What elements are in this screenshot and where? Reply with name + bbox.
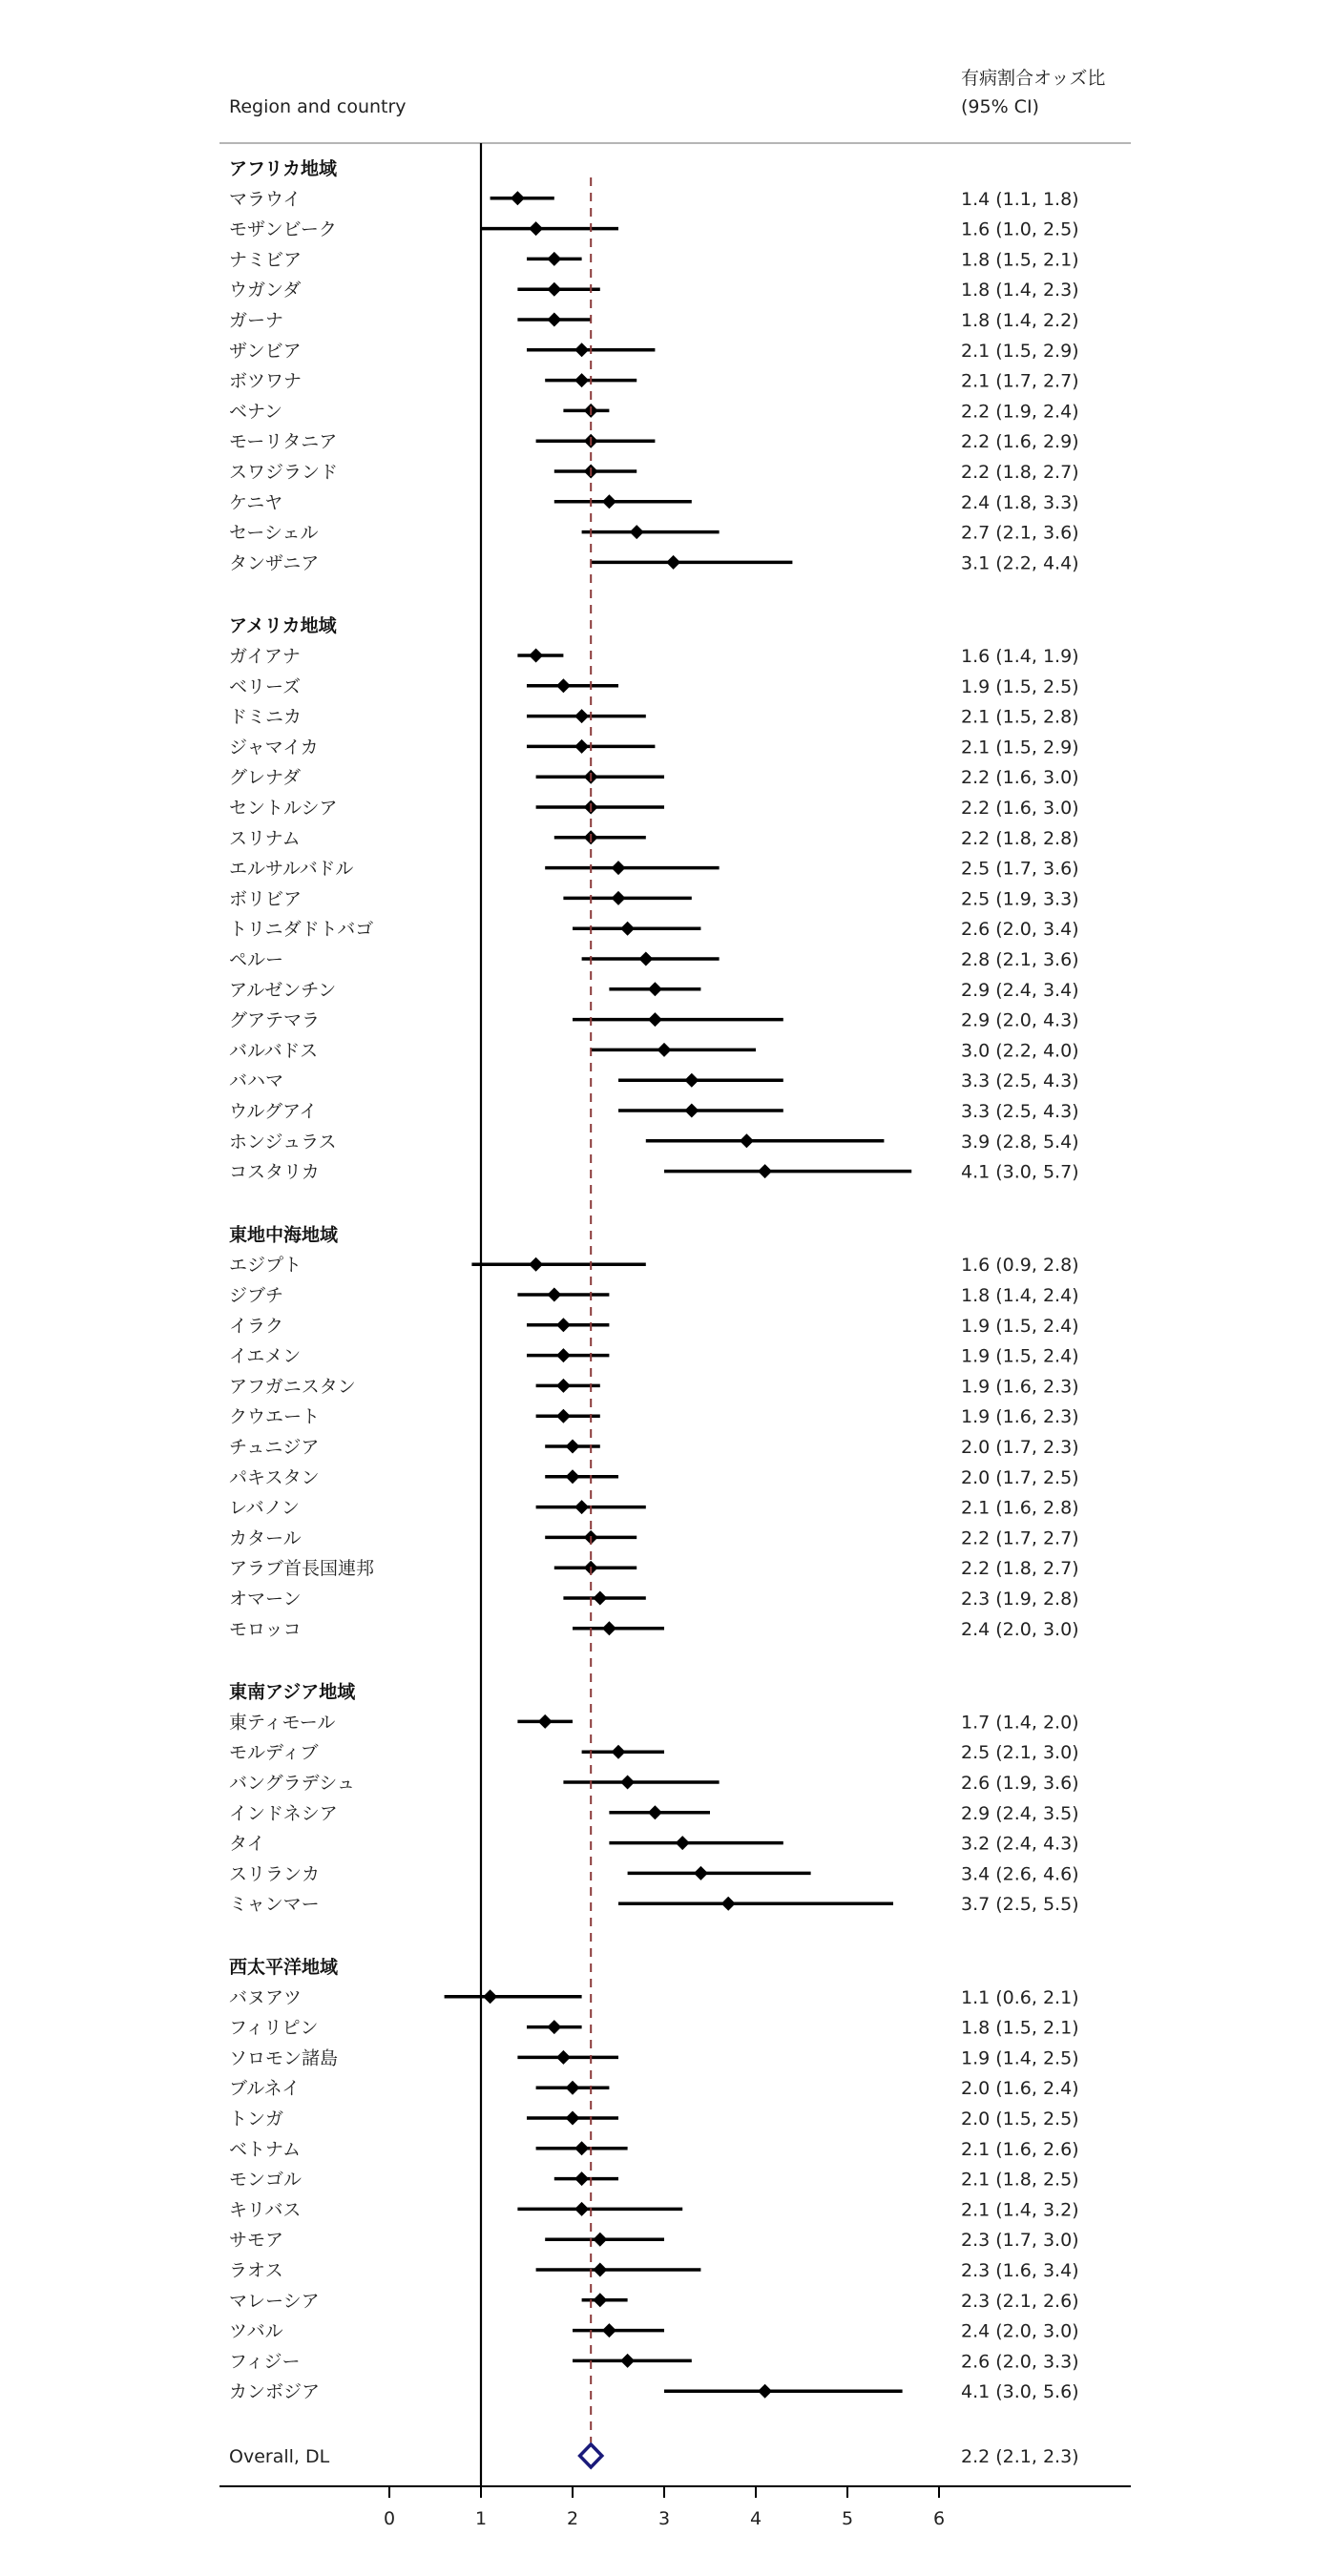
point-estimate-marker — [593, 2233, 607, 2247]
country-label: タイ — [229, 1833, 265, 1855]
country-label: ナミビア — [229, 249, 303, 271]
point-estimate-marker — [574, 373, 589, 387]
estimate-label: 2.2 (1.6, 3.0) — [961, 798, 1079, 819]
country-label: ホンジュラス — [229, 1131, 337, 1153]
point-estimate-marker — [556, 1409, 571, 1423]
estimate-label: 1.9 (1.5, 2.4) — [961, 1315, 1079, 1337]
estimate-label: 2.3 (2.1, 2.6) — [961, 2290, 1079, 2312]
country-label: スリナム — [229, 827, 301, 849]
country-label: ガイアナ — [229, 646, 301, 667]
point-estimate-marker — [593, 2293, 607, 2307]
estimate-label: 4.1 (3.0, 5.6) — [961, 2381, 1079, 2403]
estimate-label: 3.3 (2.5, 4.3) — [961, 1101, 1079, 1122]
estimate-label: 1.1 (0.6, 2.1) — [961, 1986, 1079, 2008]
estimate-label: 2.2 (1.7, 2.7) — [961, 1527, 1079, 1549]
x-tick-label: 3 — [658, 2508, 671, 2529]
country-label: モンゴル — [229, 2169, 303, 2191]
estimate-label: 2.4 (2.0, 3.0) — [961, 2320, 1079, 2342]
point-estimate-marker — [612, 861, 626, 875]
country-label: スワジランド — [229, 462, 339, 483]
estimate-label: 1.9 (1.4, 2.5) — [961, 2047, 1079, 2069]
estimate-label: 1.9 (1.6, 2.3) — [961, 1376, 1079, 1398]
country-label: ベトナム — [229, 2138, 302, 2160]
country-label: キリバス — [229, 2199, 302, 2221]
estimate-label: 2.3 (1.9, 2.8) — [961, 1589, 1079, 1610]
estimate-label: 2.1 (1.7, 2.7) — [961, 370, 1079, 392]
point-estimate-marker — [574, 2171, 589, 2186]
point-estimate-marker — [547, 282, 561, 297]
estimate-label: 2.0 (1.5, 2.5) — [961, 2109, 1079, 2129]
estimate-label: 2.4 (1.8, 3.3) — [961, 491, 1079, 513]
region-heading: 西太平洋地域 — [229, 1957, 339, 1978]
country-label: ボリビア — [229, 888, 303, 910]
estimate-label: 2.2 (1.6, 3.0) — [961, 767, 1079, 789]
point-estimate-marker — [574, 1500, 589, 1514]
country-label: スリランカ — [229, 1863, 321, 1885]
point-estimate-marker — [666, 555, 680, 570]
point-estimate-marker — [593, 1591, 607, 1606]
country-label: ブルネイ — [229, 2078, 301, 2100]
country-label: イラク — [229, 1315, 284, 1337]
point-estimate-marker — [740, 1133, 754, 1148]
estimate-label: 2.5 (1.9, 3.3) — [961, 888, 1079, 910]
estimate-label: 2.1 (1.5, 2.9) — [961, 737, 1079, 758]
overall-label: Overall, DL — [229, 2446, 330, 2467]
country-label: フィリピン — [229, 2017, 319, 2039]
estimate-label: 1.8 (1.4, 2.2) — [961, 310, 1079, 331]
country-label: モーリタニア — [229, 431, 338, 453]
estimate-label: 2.0 (1.7, 2.5) — [961, 1466, 1079, 1488]
x-tick-label: 2 — [566, 2508, 579, 2529]
header-right-line1: 有病割合オッズ比 — [961, 68, 1106, 89]
country-label: レバノン — [229, 1497, 300, 1519]
estimate-label: 2.6 (2.0, 3.4) — [961, 919, 1079, 941]
point-estimate-marker — [529, 649, 543, 663]
x-tick-label: 5 — [841, 2508, 854, 2529]
country-label: クウエート — [229, 1406, 321, 1428]
country-label: 東ティモール — [229, 1712, 336, 1734]
point-estimate-marker — [574, 343, 589, 357]
estimate-label: 2.0 (1.6, 2.4) — [961, 2078, 1079, 2100]
country-label: ウルグアイ — [229, 1101, 318, 1122]
country-label: マレーシア — [229, 2290, 320, 2312]
point-estimate-marker — [676, 1836, 690, 1850]
point-estimate-marker — [602, 1621, 616, 1635]
estimate-label: 1.6 (1.0, 2.5) — [961, 218, 1079, 240]
country-label: オマーン — [229, 1589, 302, 1610]
point-estimate-marker — [658, 1043, 672, 1057]
estimate-label: 2.5 (2.1, 3.0) — [961, 1742, 1079, 1764]
point-estimate-marker — [612, 1745, 626, 1759]
estimate-label: 1.9 (1.5, 2.4) — [961, 1345, 1079, 1367]
point-estimate-marker — [620, 922, 635, 936]
point-estimate-marker — [547, 252, 561, 266]
estimate-label: 2.1 (1.6, 2.6) — [961, 2138, 1079, 2160]
estimate-label: 1.8 (1.5, 2.1) — [961, 249, 1079, 271]
estimate-label: 1.4 (1.1, 1.8) — [961, 188, 1079, 210]
country-label: チュニジア — [229, 1437, 320, 1458]
region-heading: 東南アジア地域 — [229, 1681, 356, 1703]
country-label: グアテマラ — [229, 1009, 321, 1031]
estimate-label: 2.8 (2.1, 3.6) — [961, 949, 1079, 970]
point-estimate-marker — [593, 2263, 607, 2277]
point-estimate-marker — [556, 1318, 571, 1332]
country-label: サモア — [229, 2230, 284, 2252]
estimate-label: 3.0 (2.2, 4.0) — [961, 1040, 1079, 1062]
country-label: グレナダ — [229, 767, 302, 789]
point-estimate-marker — [538, 1714, 553, 1729]
country-label: ベリーズ — [229, 675, 302, 697]
country-label: マラウイ — [229, 188, 302, 210]
x-tick-label: 0 — [383, 2508, 396, 2529]
country-label: モザンビーク — [229, 218, 337, 240]
point-estimate-marker — [721, 1897, 736, 1911]
country-label: カンボジア — [229, 2381, 321, 2403]
country-label: ザンビア — [229, 340, 302, 362]
point-estimate-marker — [547, 1288, 561, 1302]
estimate-label: 2.4 (2.0, 3.0) — [961, 1618, 1079, 1640]
estimate-label: 2.9 (2.0, 4.3) — [961, 1009, 1079, 1031]
estimate-label: 1.9 (1.5, 2.5) — [961, 675, 1079, 697]
x-tick-label: 6 — [932, 2508, 946, 2529]
point-estimate-marker — [612, 891, 626, 905]
estimate-label: 1.8 (1.4, 2.4) — [961, 1285, 1079, 1306]
point-estimate-marker — [566, 1440, 580, 1454]
country-label: カタール — [229, 1527, 302, 1549]
point-estimate-marker — [758, 2384, 772, 2399]
country-label: ボツワナ — [229, 370, 303, 392]
estimate-label: 2.2 (1.8, 2.8) — [961, 827, 1079, 849]
estimate-label: 2.1 (1.5, 2.9) — [961, 340, 1079, 362]
point-estimate-marker — [511, 191, 525, 205]
plot-rows — [229, 143, 1079, 2486]
estimate-label: 2.3 (1.6, 3.4) — [961, 2260, 1079, 2281]
country-label: ガーナ — [229, 310, 284, 331]
point-estimate-marker — [602, 2323, 616, 2337]
country-label: タンザニア — [229, 552, 320, 574]
country-label: アフガニスタン — [229, 1376, 356, 1398]
country-label: パキスタン — [229, 1466, 320, 1488]
country-label: トンガ — [229, 2109, 284, 2129]
point-estimate-marker — [566, 1469, 580, 1484]
estimate-label: 3.9 (2.8, 5.4) — [961, 1131, 1079, 1153]
estimate-label: 1.6 (0.9, 2.8) — [961, 1255, 1079, 1277]
estimate-label: 2.9 (2.4, 3.5) — [961, 1802, 1079, 1824]
point-estimate-marker — [556, 678, 571, 693]
point-estimate-marker — [630, 525, 644, 539]
country-label: モロッコ — [229, 1618, 302, 1640]
point-estimate-marker — [574, 739, 589, 754]
country-label: エルサルバドル — [229, 858, 354, 880]
x-axis — [219, 2486, 1131, 2529]
estimate-label: 1.6 (1.4, 1.9) — [961, 646, 1079, 667]
point-estimate-marker — [602, 494, 616, 509]
estimate-label: 3.7 (2.5, 5.5) — [961, 1894, 1079, 1916]
point-estimate-marker — [574, 2141, 589, 2155]
overall-diamond — [580, 2444, 602, 2467]
point-estimate-marker — [620, 2354, 635, 2368]
estimate-label: 3.1 (2.2, 4.4) — [961, 552, 1079, 574]
country-label: トリニダドトバゴ — [229, 919, 374, 941]
country-label: エジプト — [229, 1255, 303, 1277]
country-label: フィジー — [229, 2351, 301, 2373]
region-heading: 東地中海地域 — [229, 1224, 339, 1246]
point-estimate-marker — [648, 1805, 662, 1819]
estimate-label: 3.4 (2.6, 4.6) — [961, 1863, 1079, 1885]
country-label: インドネシア — [229, 1802, 338, 1824]
country-label: ケニヤ — [229, 491, 283, 513]
estimate-label: 2.1 (1.4, 3.2) — [961, 2199, 1079, 2221]
overall-estimate-label: 2.2 (2.1, 2.3) — [961, 2446, 1079, 2467]
country-label: コスタリカ — [229, 1161, 320, 1183]
point-estimate-marker — [684, 1073, 699, 1088]
estimate-label: 2.1 (1.6, 2.8) — [961, 1497, 1079, 1519]
estimate-label: 1.8 (1.4, 2.3) — [961, 280, 1079, 301]
point-estimate-marker — [694, 1866, 708, 1880]
country-label: バングラデシュ — [229, 1773, 355, 1794]
estimate-label: 2.7 (2.1, 3.6) — [961, 522, 1079, 544]
estimate-label: 2.9 (2.4, 3.4) — [961, 979, 1079, 1001]
estimate-label: 1.7 (1.4, 2.0) — [961, 1712, 1079, 1734]
estimate-label: 2.2 (1.8, 2.7) — [961, 462, 1079, 483]
country-label: アラブ首長国連邦 — [229, 1558, 375, 1580]
estimate-label: 2.5 (1.7, 3.6) — [961, 858, 1079, 880]
country-label: ペルー — [229, 949, 284, 970]
point-estimate-marker — [574, 709, 589, 723]
estimate-label: 2.1 (1.5, 2.8) — [961, 706, 1079, 728]
estimate-label: 3.2 (2.4, 4.3) — [961, 1833, 1079, 1855]
point-estimate-marker — [620, 1776, 635, 1790]
country-label: ツバル — [229, 2320, 283, 2342]
country-label: セーシェル — [229, 522, 319, 544]
country-label: ドミニカ — [229, 706, 303, 728]
country-label: ジャマイカ — [229, 737, 319, 758]
estimate-label: 1.9 (1.6, 2.3) — [961, 1406, 1079, 1428]
estimate-label: 2.0 (1.7, 2.3) — [961, 1437, 1079, 1458]
estimate-label: 4.1 (3.0, 5.7) — [961, 1161, 1079, 1183]
estimate-label: 2.3 (1.7, 3.0) — [961, 2230, 1079, 2252]
point-estimate-marker — [529, 1257, 543, 1272]
country-label: セントルシア — [229, 798, 338, 819]
country-label: ラオス — [229, 2260, 283, 2281]
country-label: ウガンダ — [229, 280, 302, 301]
country-label: ベナン — [229, 401, 283, 423]
point-estimate-marker — [648, 982, 662, 996]
country-label: ミャンマー — [229, 1894, 320, 1916]
point-estimate-marker — [638, 952, 653, 966]
estimate-label: 2.6 (2.0, 3.3) — [961, 2351, 1079, 2373]
country-label: アルゼンチン — [229, 979, 337, 1001]
x-tick-label: 4 — [749, 2508, 762, 2529]
estimate-label: 3.3 (2.5, 4.3) — [961, 1070, 1079, 1092]
point-estimate-marker — [547, 313, 561, 327]
x-tick-label: 1 — [474, 2508, 488, 2529]
country-label: モルディブ — [229, 1742, 319, 1764]
region-heading: アフリカ地域 — [229, 158, 338, 179]
point-estimate-marker — [758, 1164, 772, 1178]
header-left: Region and country — [229, 96, 407, 117]
point-estimate-marker — [556, 1348, 571, 1362]
point-estimate-marker — [547, 2020, 561, 2034]
point-estimate-marker — [529, 221, 543, 236]
point-estimate-marker — [483, 1989, 497, 2004]
point-estimate-marker — [648, 1012, 662, 1027]
country-label: ジブチ — [229, 1285, 284, 1306]
country-label: バヌアツ — [229, 1986, 303, 2008]
point-estimate-marker — [574, 2202, 589, 2216]
country-label: バハマ — [229, 1070, 284, 1092]
estimate-label: 2.2 (1.6, 2.9) — [961, 431, 1079, 453]
header-right-line2: (95% CI) — [961, 96, 1039, 117]
country-label: バルバドス — [229, 1040, 319, 1062]
country-label: イエメン — [229, 1345, 302, 1367]
point-estimate-marker — [556, 2050, 571, 2065]
point-estimate-marker — [566, 2111, 580, 2126]
region-heading: アメリカ地域 — [229, 615, 337, 637]
point-estimate-marker — [556, 1379, 571, 1393]
country-label: ソロモン諸島 — [229, 2047, 339, 2069]
estimate-label: 1.8 (1.5, 2.1) — [961, 2017, 1079, 2039]
point-estimate-marker — [684, 1104, 699, 1118]
estimate-label: 2.2 (1.9, 2.4) — [961, 401, 1079, 423]
point-estimate-marker — [566, 2081, 580, 2095]
estimate-label: 2.2 (1.8, 2.7) — [961, 1558, 1079, 1580]
estimate-label: 2.6 (1.9, 3.6) — [961, 1773, 1079, 1794]
estimate-label: 2.1 (1.8, 2.5) — [961, 2169, 1079, 2191]
